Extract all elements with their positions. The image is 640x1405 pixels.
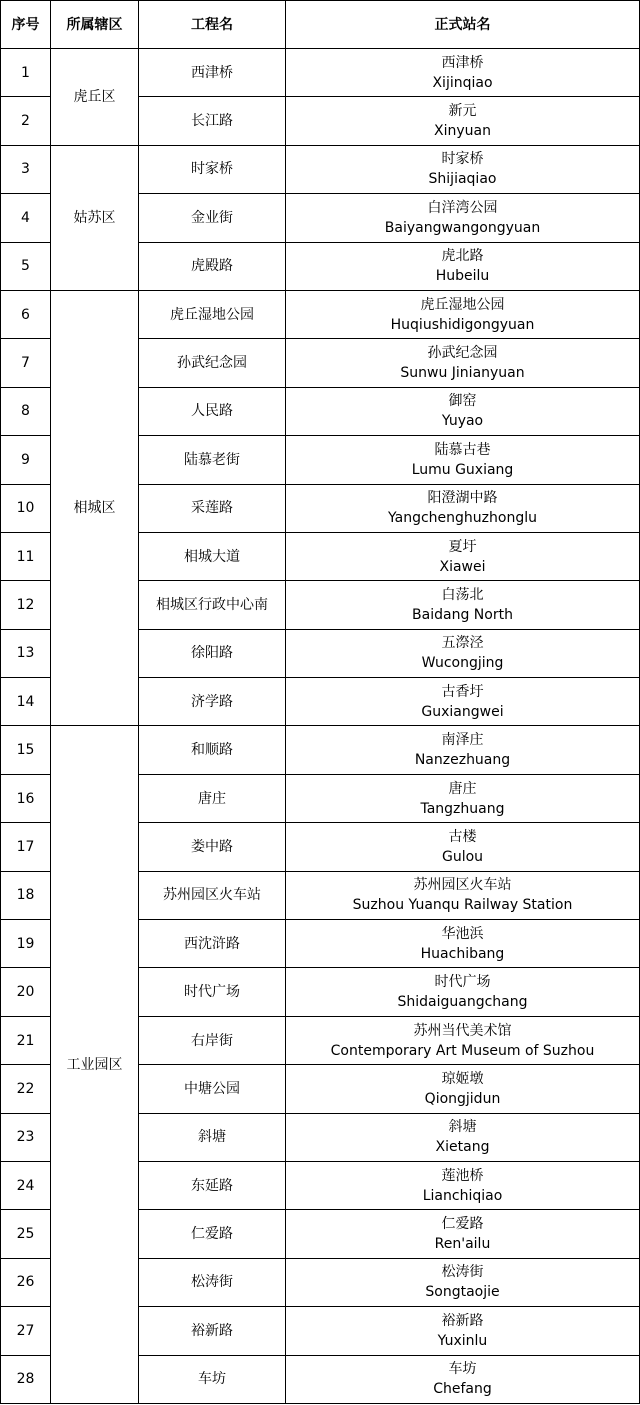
seq-cell: 19 [1,920,51,968]
header-project: 工程名 [139,1,286,49]
station-cn: 新元 [448,103,477,120]
project-cell: 裕新路 [139,1307,286,1355]
seq-cell: 25 [1,1210,51,1258]
project-cell: 中塘公园 [139,1065,286,1113]
project-cell: 娄中路 [139,823,286,871]
table-row [1,49,640,97]
station-cn: 白洋湾公园 [427,199,498,216]
district-cell: 工业园区 [51,726,139,1403]
seq-cell: 22 [1,1065,51,1113]
seq-cell: 23 [1,1113,51,1161]
station-en: Suzhou Yuanqu Railway Station [352,897,573,914]
station-cn: 五漈泾 [441,635,484,652]
station-cn: 夏圩 [448,538,477,555]
station-cell [286,1307,640,1355]
seq-cell: 20 [1,968,51,1016]
station-cell [286,145,640,193]
station-cn: 车坊 [448,1361,477,1378]
station-en: Yangchenghuzhonglu [388,510,537,527]
seq-cell: 7 [1,339,51,387]
station-cell [286,678,640,726]
station-cell [286,1016,640,1064]
project-cell: 松涛街 [139,1258,286,1306]
station-en: Shidaiguangchang [397,994,528,1011]
station-cn: 时代广场 [434,974,491,991]
station-cell [286,774,640,822]
seq-cell: 28 [1,1355,51,1403]
seq-cell: 5 [1,242,51,290]
project-cell: 金业街 [139,194,286,242]
station-cell [286,1355,640,1403]
project-cell: 相城大道 [139,532,286,580]
station-en: Lianchiqiao [422,1187,503,1204]
project-cell: 唐庄 [139,774,286,822]
project-cell: 时家桥 [139,145,286,193]
station-en: Yuyao [441,413,484,430]
station-cn: 仁爱路 [441,1216,484,1233]
station-en: Guxiangwei [421,703,504,720]
seq-cell: 8 [1,387,51,435]
station-cell [286,871,640,919]
station-cell [286,97,640,145]
station-cn: 苏州园区火车站 [413,877,512,894]
district-cell: 相城区 [51,290,139,726]
project-cell: 和顺路 [139,726,286,774]
project-cell: 西津桥 [139,49,286,97]
project-cell: 仁爱路 [139,1210,286,1258]
project-cell: 虎丘湿地公园 [139,290,286,338]
station-en: Gulou [441,848,484,865]
project-cell: 车坊 [139,1355,286,1403]
header-seq: 序号 [1,1,51,49]
station-cell [286,1113,640,1161]
station-en: Baidang North [412,606,513,623]
station-en: Huqiushidigongyuan [390,316,535,333]
seq-cell: 9 [1,436,51,484]
station-en: Xietang [435,1139,490,1156]
seq-cell: 3 [1,145,51,193]
station-cn: 古香圩 [441,683,484,700]
station-cell [286,1161,640,1209]
station-en: Qiongjidun [424,1090,501,1107]
station-cell [286,726,640,774]
station-en: Baiyangwangongyuan [384,219,541,236]
seq-cell: 17 [1,823,51,871]
station-cn: 白荡北 [441,586,484,603]
seq-cell: 27 [1,1307,51,1355]
station-cn: 西津桥 [441,54,484,71]
district-cell: 虎丘区 [51,49,139,146]
project-cell: 济学路 [139,678,286,726]
station-en: Sunwu Jinianyuan [400,365,525,382]
station-cell [286,1210,640,1258]
station-cell [286,968,640,1016]
station-cell [286,1065,640,1113]
station-cn: 斜塘 [448,1119,477,1136]
project-cell: 陆慕老街 [139,436,286,484]
station-cell [286,339,640,387]
station-cell [286,1258,640,1306]
project-cell: 东延路 [139,1161,286,1209]
station-cell [286,387,640,435]
seq-cell: 4 [1,194,51,242]
seq-cell: 26 [1,1258,51,1306]
station-en: Nanzezhuang [414,752,511,769]
seq-cell: 15 [1,726,51,774]
header-row [1,1,640,49]
project-cell: 长江路 [139,97,286,145]
station-en: Yuxinlu [437,1332,488,1349]
station-cn: 阳澄湖中路 [427,490,498,507]
seq-cell: 6 [1,290,51,338]
station-cell [286,629,640,677]
project-cell: 人民路 [139,387,286,435]
seq-cell: 16 [1,774,51,822]
seq-cell: 12 [1,581,51,629]
station-cell [286,581,640,629]
station-cn: 华池浜 [441,925,484,942]
table-row [1,145,640,193]
station-en: Tangzhuang [420,800,505,817]
station-cell [286,242,640,290]
project-cell: 采莲路 [139,484,286,532]
district-cell: 姑苏区 [51,145,139,290]
station-cn: 裕新路 [441,1312,484,1329]
station-en: Contemporary Art Museum of Suzhou [330,1042,595,1059]
station-cn: 古楼 [448,828,477,845]
header-district: 所属辖区 [51,1,139,49]
station-cn: 时家桥 [441,151,484,168]
station-cell [286,532,640,580]
table-row [1,726,640,774]
station-cell [286,484,640,532]
project-cell: 相城区行政中心南 [139,581,286,629]
station-en: Lumu Guxiang [411,461,514,478]
station-cn: 苏州当代美术馆 [413,1022,512,1039]
seq-cell: 13 [1,629,51,677]
station-en: Chefang [433,1381,492,1398]
station-en: Huachibang [420,945,505,962]
station-en: Wucongjing [421,655,504,672]
project-cell: 虎殿路 [139,242,286,290]
station-cell [286,436,640,484]
station-en: Hubeilu [435,268,490,285]
station-cn: 莲池桥 [441,1167,484,1184]
seq-cell: 18 [1,871,51,919]
station-cn: 松涛街 [441,1264,484,1281]
station-cn: 御窑 [448,393,477,410]
project-cell: 徐阳路 [139,629,286,677]
seq-cell: 14 [1,678,51,726]
station-cn: 孙武纪念园 [427,345,498,362]
station-cn: 唐庄 [448,780,477,797]
station-cell [286,290,640,338]
station-en: Shijiaqiao [428,171,497,188]
station-en: Ren'ailu [434,1236,491,1253]
table-row [1,290,640,338]
project-cell: 苏州园区火车站 [139,871,286,919]
station-cn: 虎北路 [441,248,484,265]
station-cell [286,49,640,97]
station-en: Songtaojie [425,1284,500,1301]
seq-cell: 24 [1,1161,51,1209]
project-cell: 孙武纪念园 [139,339,286,387]
seq-cell: 21 [1,1016,51,1064]
seq-cell: 1 [1,49,51,97]
station-en: Xijinqiao [432,74,493,91]
station-cn: 琼姬墩 [441,1070,484,1087]
station-cell [286,920,640,968]
project-cell: 右岸街 [139,1016,286,1064]
seq-cell: 2 [1,97,51,145]
station-cn: 陆慕古巷 [434,441,491,458]
seq-cell: 10 [1,484,51,532]
station-cn: 虎丘湿地公园 [420,296,505,313]
project-cell: 时代广场 [139,968,286,1016]
station-cn: 南泽庄 [441,732,484,749]
project-cell: 西沈浒路 [139,920,286,968]
seq-cell: 11 [1,532,51,580]
station-en: Xiawei [439,558,486,575]
station-cell [286,823,640,871]
header-station: 正式站名 [286,1,640,49]
station-cell [286,194,640,242]
station-en: Xinyuan [434,123,491,140]
project-cell: 斜塘 [139,1113,286,1161]
